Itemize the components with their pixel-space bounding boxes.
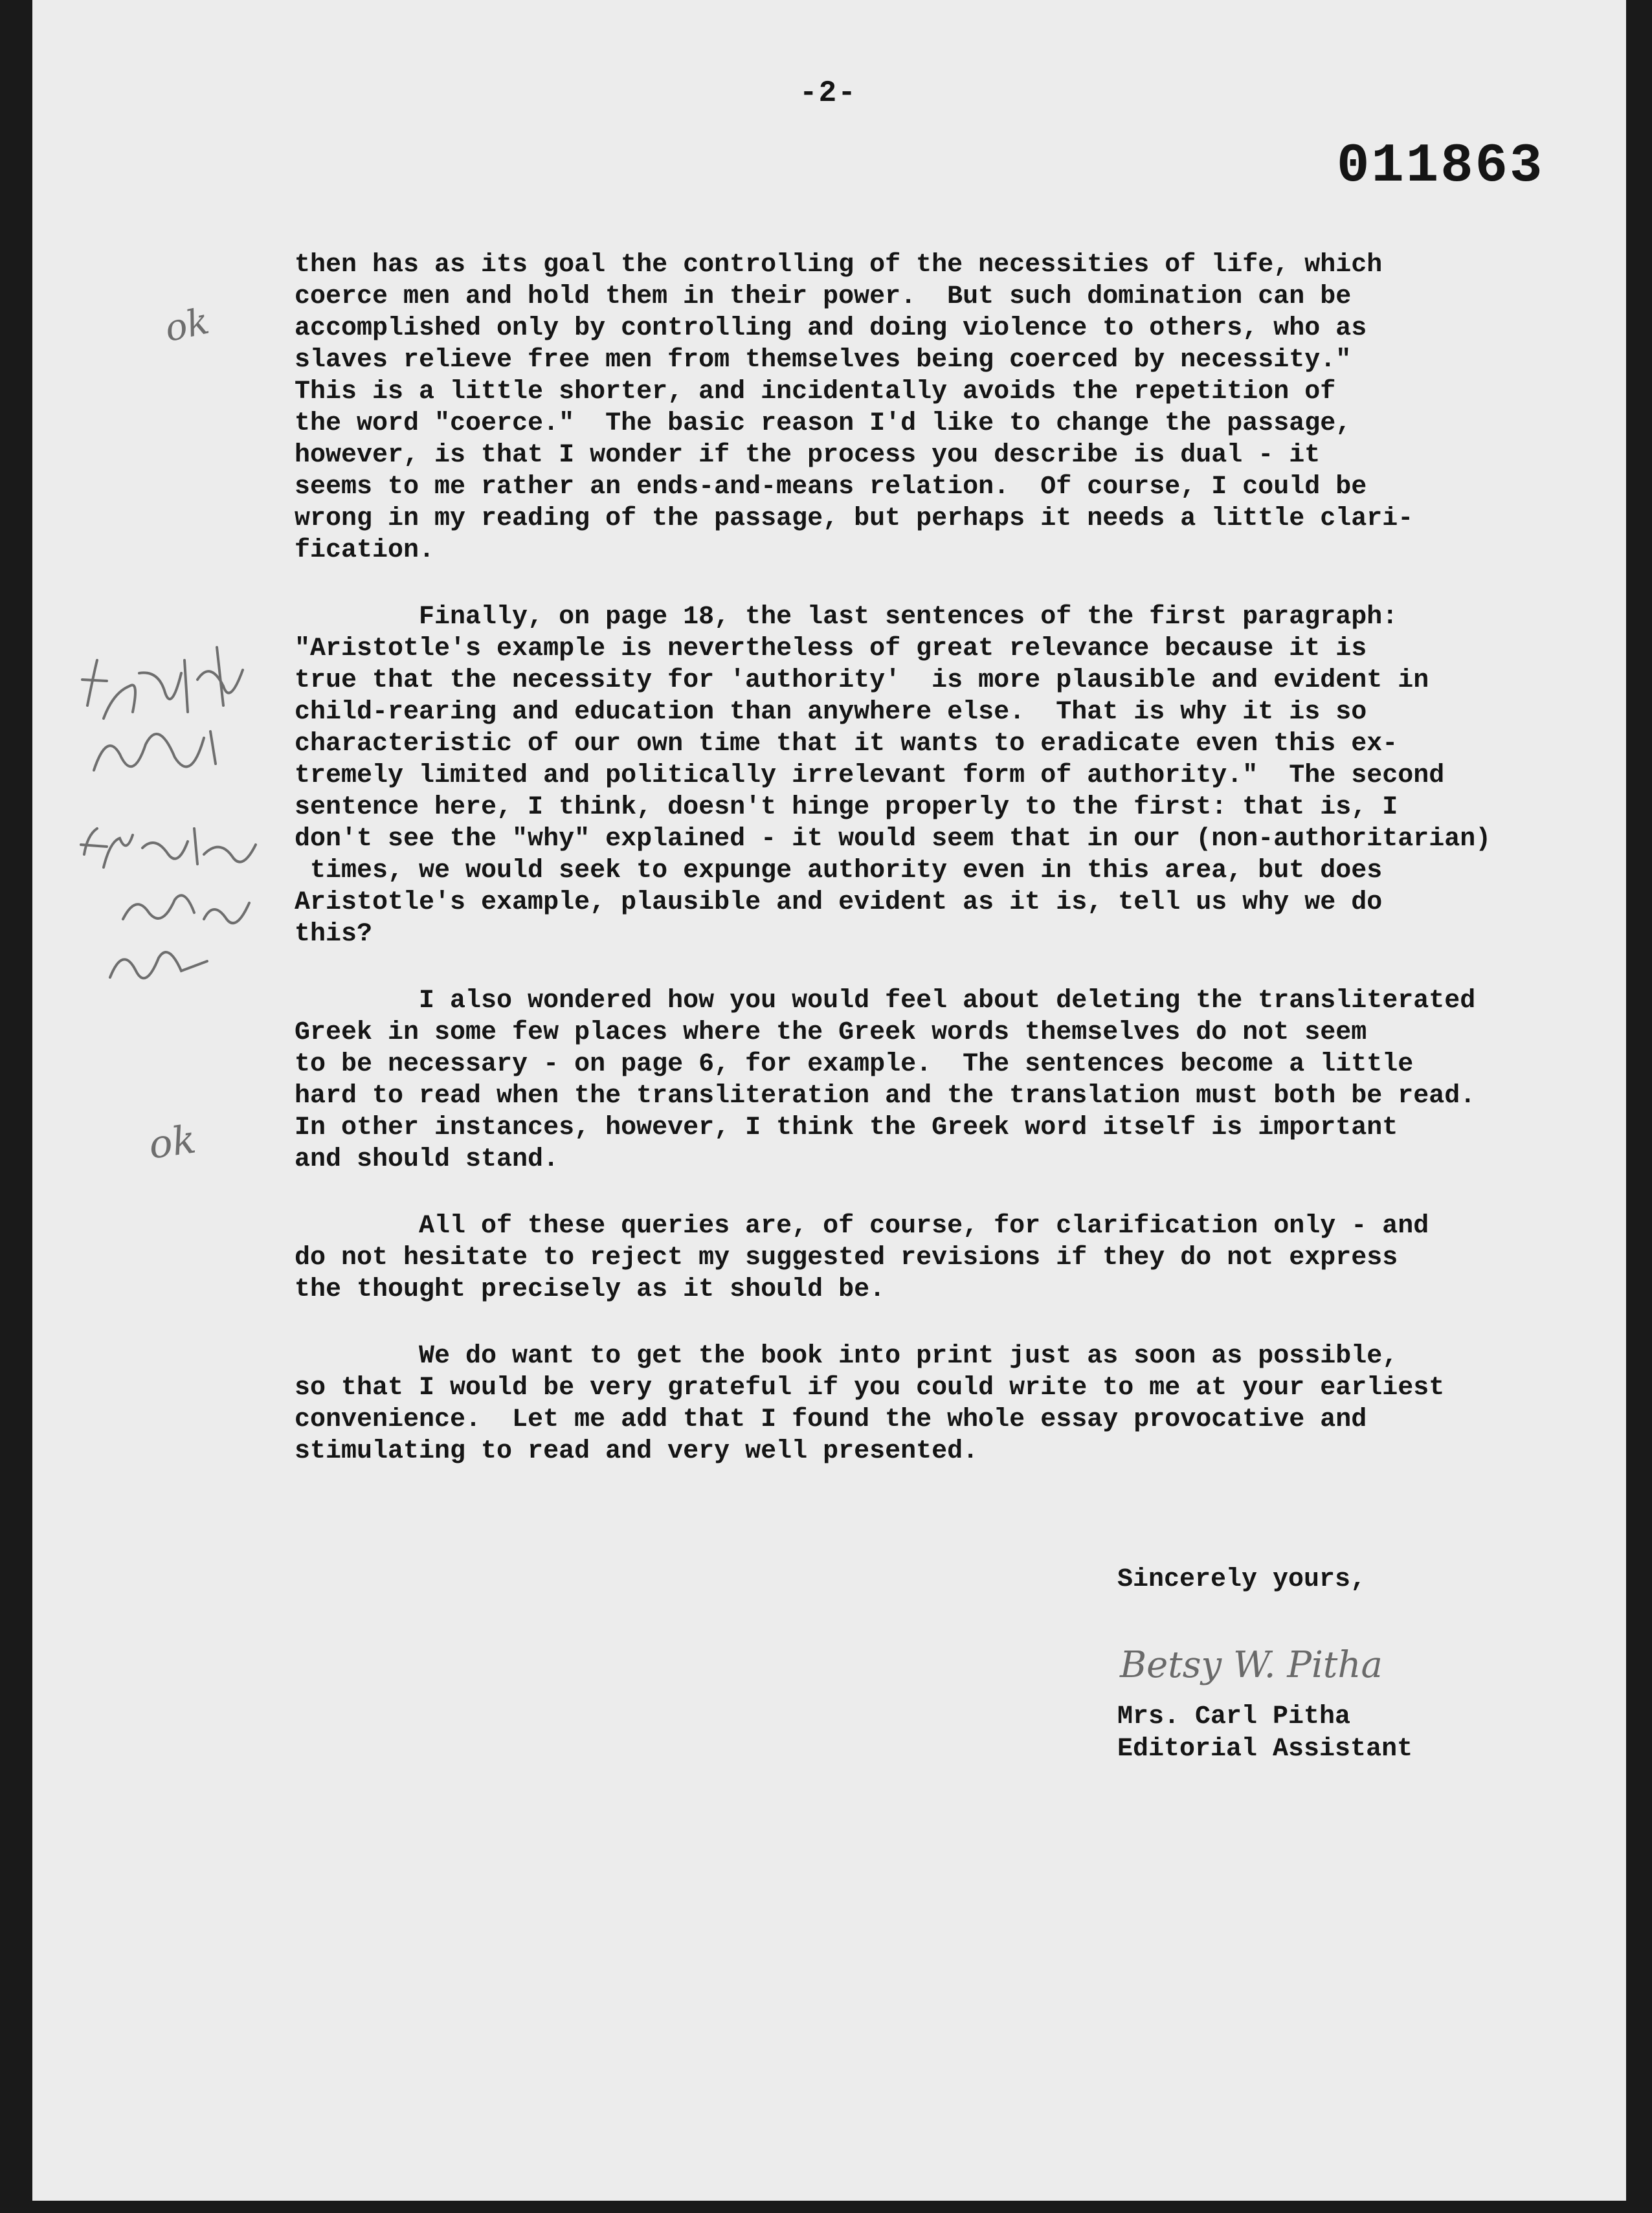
text-line: slaves relieve free men from themselves being coerced by necessity." — [295, 346, 1352, 375]
text-line: sentence here, I think, doesn't hinge properly to the first: that is, I — [295, 793, 1398, 822]
margin-note-ok-2: ok — [146, 1117, 199, 1168]
text-line: hard to read when the transliteration and the translation must both be read. — [295, 1082, 1476, 1111]
text-line: seems to me rather an ends-and-means relation. Of course, I could be — [295, 473, 1367, 502]
text-line: convenience. Let me add that I found the whole essay provocative and — [295, 1405, 1367, 1434]
paragraph-2 — [295, 601, 1563, 950]
text-line: Finally, on page 18, the last sentences of the first paragraph: — [295, 603, 1398, 632]
handwritten-margin-scribble-1 — [68, 634, 262, 816]
text-line: fication. — [295, 536, 435, 565]
text-line: and should stand. — [295, 1145, 559, 1174]
signer-name: Mrs. Carl Pitha — [1117, 1702, 1351, 1731]
paragraph-3 — [295, 985, 1563, 1175]
text-line: the thought precisely as it should be. — [295, 1275, 886, 1304]
paragraph-spacer — [295, 566, 1563, 601]
letter-body — [295, 249, 1563, 1467]
text-line: don't see the "why" explained - it would seem that in our (non-authoritarian) — [295, 825, 1491, 854]
letter-page — [32, 0, 1626, 2201]
text-line: so that I would be very grateful if you could write to me at your earliest — [295, 1373, 1445, 1403]
text-line: characteristic of our own time that it wants to eradicate even this ex- — [295, 729, 1398, 759]
paragraph-spacer — [295, 1175, 1563, 1210]
text-line: stimulating to read and very well presented. — [295, 1437, 979, 1466]
text-line: Greek in some few places where the Greek words themselves do not seem — [295, 1018, 1367, 1047]
signer-title: Editorial Assistant — [1117, 1735, 1413, 1764]
text-line: this? — [295, 920, 373, 949]
paragraph-spacer — [295, 1306, 1563, 1340]
text-line: however, is that I wonder if the process you describe is dual - it — [295, 441, 1321, 470]
document-id: 011863 — [1337, 136, 1545, 197]
text-line: times, we would seek to expunge authority even in this area, but does — [295, 856, 1383, 885]
text-line: "Aristotle's example is nevertheless of great relevance because it is — [295, 634, 1367, 663]
handwritten-margin-scribble-2 — [71, 816, 285, 1029]
text-line: This is a little shorter, and incidentally avoids the repetition of — [295, 377, 1336, 406]
text-line: accomplished only by controlling and doing violence to others, who as — [295, 314, 1367, 343]
paragraph-spacer — [295, 950, 1563, 985]
text-line: Aristotle's example, plausible and evident as it is, tell us why we do — [295, 888, 1383, 917]
text-line: All of these queries are, of course, for clarification only - and — [295, 1212, 1429, 1241]
text-line: tremely limited and politically irrelevant form of authority." The second — [295, 761, 1445, 790]
text-line: then has as its goal the controlling of the necessities of life, which — [295, 250, 1383, 280]
closing-salutation: Sincerely yours, — [1117, 1565, 1367, 1594]
text-line: We do want to get the book into print just as soon as possible, — [295, 1342, 1398, 1371]
text-line: do not hesitate to reject my suggested revisions if they do not express — [295, 1243, 1398, 1273]
text-line: child-rearing and education than anywhere else. That is why it is so — [295, 698, 1367, 727]
text-line: In other instances, however, I think the Greek word itself is important — [295, 1113, 1398, 1142]
paragraph-4 — [295, 1210, 1563, 1306]
text-line: true that the necessity for 'authority' is more plausible and evident in — [295, 666, 1429, 695]
text-line: I also wondered how you would feel about deleting the transliterated — [295, 986, 1476, 1016]
paragraph-1 — [295, 249, 1563, 566]
margin-note-ok-1: ok — [161, 300, 213, 351]
text-line: wrong in my reading of the passage, but perhaps it needs a little clari- — [295, 504, 1414, 533]
handwritten-signature: Betsy W. Pitha — [1120, 1644, 1383, 1686]
paragraph-5 — [295, 1340, 1563, 1467]
text-line: coerce men and hold them in their power. But such domination can be — [295, 282, 1352, 311]
page-number: -2- — [799, 76, 857, 110]
text-line: the word "coerce." The basic reason I'd like to change the passage, — [295, 409, 1352, 438]
text-line: to be necessary - on page 6, for example. The sentences become a little — [295, 1050, 1414, 1079]
